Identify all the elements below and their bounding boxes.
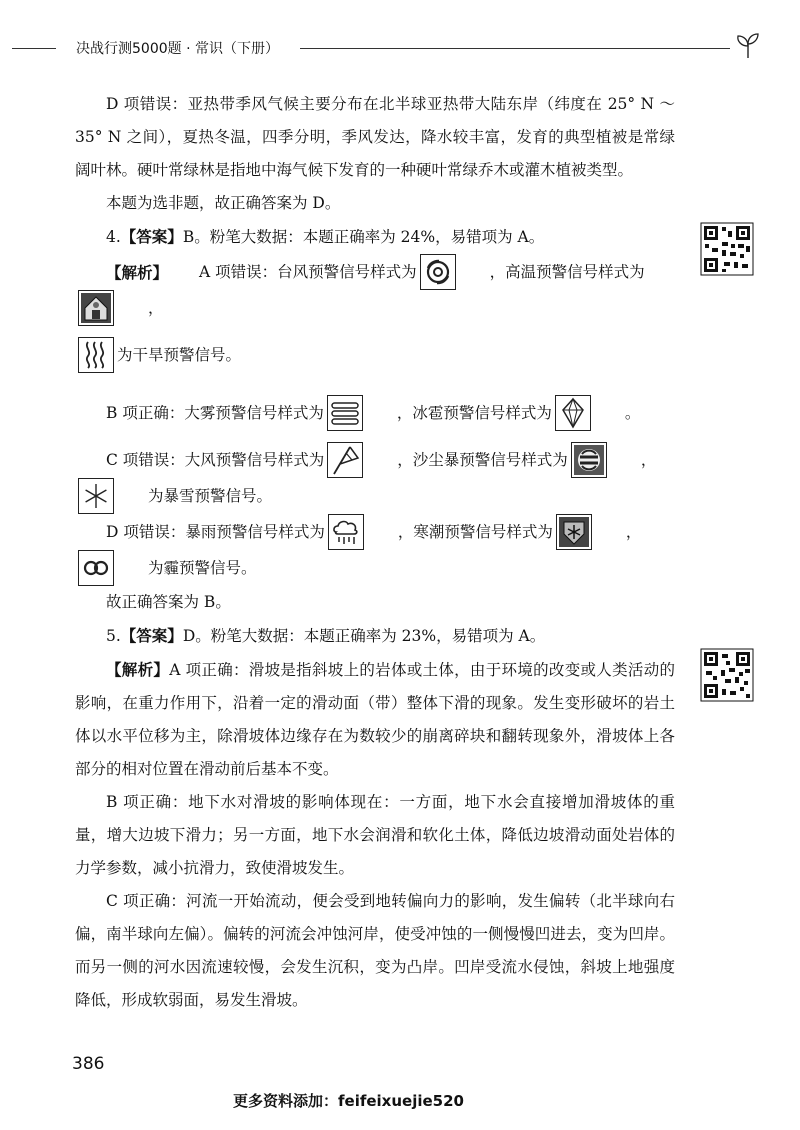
snowstorm-signal-icon [78, 478, 114, 514]
header-rule-left [12, 48, 56, 49]
question-4-answer [75, 220, 675, 254]
text-span: 为霾预警信号。 [148, 558, 257, 577]
paragraph: 本题为选非题，故正确答案为 D。 [106, 194, 341, 212]
answer-tag: 【答案】 [120, 227, 183, 246]
analysis-tag: 【解析】 [106, 262, 169, 282]
high-temperature-signal-icon [78, 290, 114, 326]
question-number: 5. [106, 627, 121, 645]
q4-analysis-b [75, 384, 675, 442]
q4-analysis-a-cont [75, 326, 675, 384]
header-rule-right [300, 48, 730, 49]
text-span: C 项错误：大风预警信号样式为 [106, 450, 325, 469]
text-span: 为暴雪预警信号。 [148, 486, 273, 505]
answer-text: B。粉笔大数据：本题正确率为 24%，易错项为 A。 [182, 228, 545, 246]
header-title: 决战行测5000题 · 常识（下册） [76, 41, 279, 57]
text-span: ， [148, 298, 164, 317]
sprout-icon [733, 30, 763, 60]
q5-analysis-a [75, 653, 675, 786]
qr-code-icon[interactable] [700, 222, 754, 276]
answer-tag: 【答案】 [120, 626, 183, 645]
text-span: ，冰雹预警信号样式为 [396, 403, 552, 422]
question-number: 4. [106, 228, 121, 246]
q4-analysis-a [75, 254, 675, 326]
text-span: D 项错误：暴雨预警信号样式为 [106, 522, 325, 541]
text-span: ， [640, 450, 657, 469]
haze-signal-icon [78, 550, 114, 586]
qr-code-icon[interactable] [700, 648, 754, 702]
q4-analysis-c [75, 442, 675, 514]
gale-signal-icon [327, 442, 363, 478]
q4-analysis-d [75, 514, 675, 586]
rainstorm-signal-icon [328, 514, 364, 550]
text-span: 为干旱预警信号。 [117, 345, 242, 364]
text-span: A 项错误：台风预警信号样式为 [199, 262, 417, 281]
text-span: B 项正确：大雾预警信号样式为 [106, 403, 324, 422]
footer-note: 更多资料添加：feifeixuejie520 [233, 1092, 464, 1110]
q5-analysis-c: C 项正确：河流一开始流动，便会受到地转偏向力的影响，发生偏转（北半球向右偏，南半球向左偏）。偏转的河流会冲蚀河岸，使受冲蚀的一侧慢慢凹进去，变为凹岸。而另一侧的河水因流速较慢，会发生沉积，变为凸岸。凹岸受流水侵蚀，斜坡上地强度降低，形成软弱面，易发生滑坡。 [75, 892, 675, 1009]
text-span: ，沙尘暴预警信号样式为 [397, 450, 568, 469]
fog-signal-icon [327, 395, 363, 431]
text-span: ，寒潮预警信号样式为 [397, 522, 553, 541]
sandstorm-signal-icon [571, 442, 607, 478]
analysis-tag: 【解析】 [106, 660, 170, 679]
typhoon-signal-icon [420, 254, 456, 290]
drought-signal-icon [78, 337, 114, 373]
paragraph: 故正确答案为 B。 [106, 593, 231, 611]
question-5-answer [75, 619, 675, 653]
hail-signal-icon [555, 395, 591, 431]
page-header [0, 30, 800, 70]
page-number: 386 [72, 1054, 105, 1074]
text-span: ，高温预警信号样式为 [489, 262, 645, 281]
text-span: 。 [624, 403, 641, 422]
answer-text: D。粉笔大数据：本题正确率为 23%，易错项为 A。 [182, 627, 546, 645]
q5-analysis-b: B 项正确：地下水对滑坡的影响体现在：一方面，地下水会直接增加滑坡体的重量，增大边坡下滑力；另一方面，地下水会润滑和软化土体，降低边坡滑动面处岩体的力学参数，减小抗滑力，致使滑坡发生。 [75, 793, 675, 877]
body-text [75, 88, 675, 1017]
cold-wave-signal-icon [556, 514, 592, 550]
text-span: A 项正确：滑坡是指斜坡上的岩体或土体，由于环境的改变或人类活动的影响，在重力作用下，沿着一定的滑动面（带）整体下滑的现象。发生变形破坏的岩土体以水平位移为主，除滑坡体边缘存在为数较少的崩离碎块和翻转现象外，滑坡体上各部分的相对位置在滑动前后基本不变。 [75, 661, 675, 778]
paragraph: D 项错误：亚热带季风气候主要分布在北半球亚热带大陆东岸（纬度在 25° N ～ 35° N 之间），夏热冬温，四季分明，季风发达，降水较丰富，发育的典型植被是常绿阔叶林。硬叶常绿林是指地中海气候下发育的一种硬叶常绿乔木或灌木植被类型。 [75, 95, 675, 179]
text-span: ， [625, 522, 642, 541]
